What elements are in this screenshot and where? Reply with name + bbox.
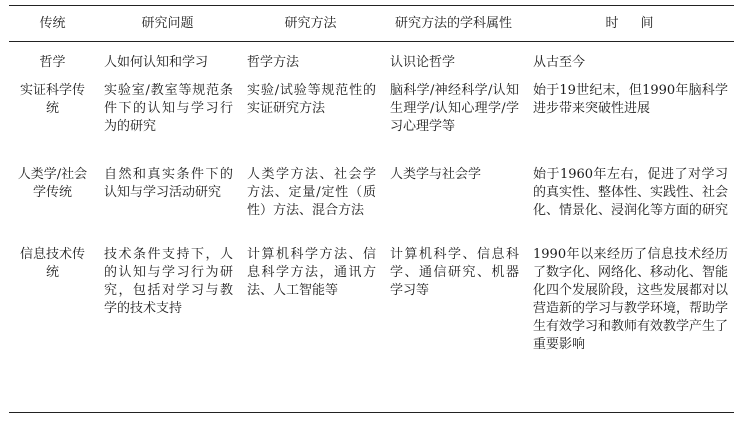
table-row xyxy=(9,42,734,83)
cell-question: 自然和真实条件下的认知与学习活动研究 xyxy=(104,167,233,200)
table-row xyxy=(9,82,734,166)
cell-discipline: 认识论哲学 xyxy=(390,55,456,70)
cell-tradition: 人类学/社会学传统 xyxy=(17,167,88,200)
cell-discipline: 计算机科学、信息科学、通信研究、机器学习等 xyxy=(382,246,525,413)
comparison-table xyxy=(9,5,734,413)
cell-method: 哲学方法 xyxy=(247,55,300,70)
cell-time: 始于19世纪末，但1990年脑科学进步带来突破性进展 xyxy=(533,83,728,116)
table-body xyxy=(9,42,734,413)
cell-discipline: 人类学与社会学 xyxy=(390,167,482,182)
cell-method: 人类学方法、社会学方法、定量/定性（质性）方法、混合方法 xyxy=(247,167,376,218)
cell-question: 技术条件支持下，人的认知与学习行为研究，包括对学习与教学的技术支持 xyxy=(96,246,239,413)
table-row xyxy=(9,166,734,246)
table-row xyxy=(9,246,734,413)
header-tradition: 传统 xyxy=(9,6,96,42)
cell-method: 计算机科学方法、信息科学方法，通讯方法、人工智能等 xyxy=(239,246,382,413)
cell-tradition: 信息技术传统 xyxy=(9,246,96,413)
header-research-question: 研究问题 xyxy=(96,6,239,42)
cell-time: 始于1960年左右，促进了对学习的真实性、整体性、实践性、社会化、情景化、浸润化等方面的研究 xyxy=(533,167,729,218)
table-header xyxy=(9,6,734,42)
header-research-method: 研究方法 xyxy=(239,6,382,42)
cell-method: 实验/试验等规范性的实证研究方法 xyxy=(247,83,376,116)
cell-question: 实验室/教室等规范条件下的认知与学习行为的研究 xyxy=(104,83,233,134)
header-time: 时间 xyxy=(525,6,734,42)
cell-tradition: 哲学 xyxy=(39,55,66,70)
header-method-discipline: 研究方法的学科属性 xyxy=(382,6,525,42)
cell-question: 人如何认知和学习 xyxy=(104,55,209,70)
cell-time: 1990年以来经历了信息技术经历了数字化、网络化、移动化、智能化四个发展阶段，这些发展都对以营造新的学习与教学环境，帮助学生有效学习和教师有效教学产生了重要影响 xyxy=(525,246,734,413)
cell-tradition: 实证科学传统 xyxy=(19,83,85,116)
cell-discipline: 脑科学/神经科学/认知生理学/认知心理学/学习心理学等 xyxy=(390,83,519,134)
header-row xyxy=(9,6,734,42)
cell-time: 从古至今 xyxy=(533,55,586,70)
